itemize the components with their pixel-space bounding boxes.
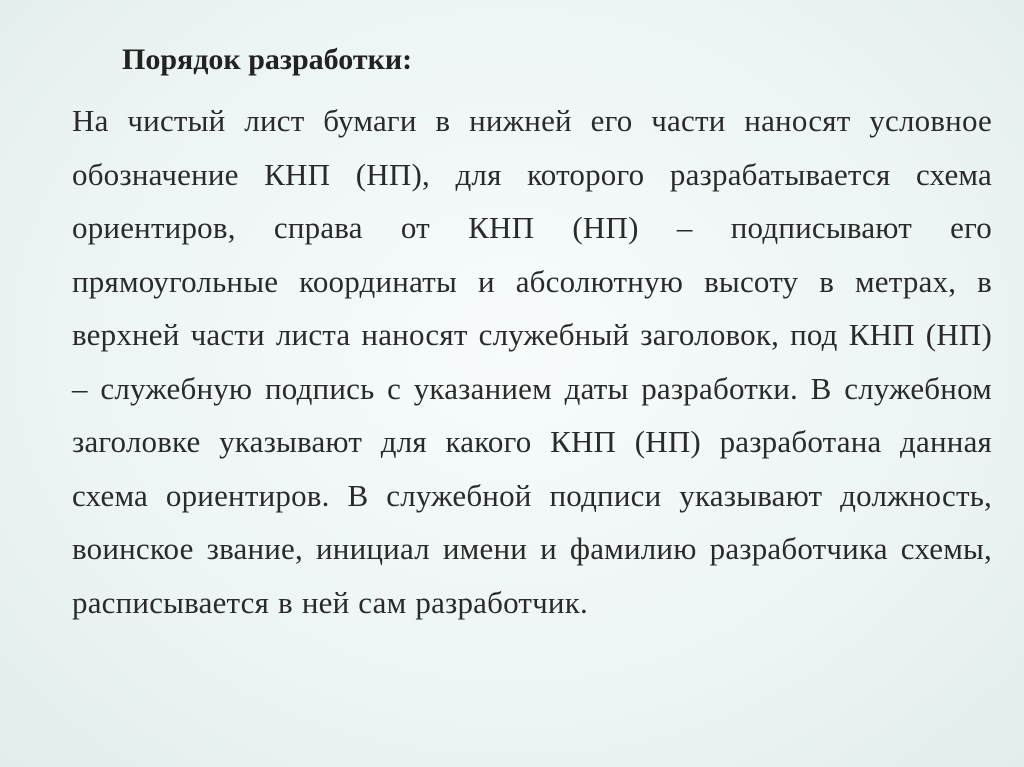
- slide-title: Порядок разработки:: [122, 43, 413, 76]
- slide-body-text: На чистый лист бумаги в нижней его части наносят условное обозначение КНП (НП), для которого разрабатывается схема ориентиров, справа от КНП (НП) – подписывают его прямоугольные координаты и абсолютную высоту в метрах, в верхней части листа наносят служебный заголовок, под КНП (НП) – служебную подпись с указанием даты разработки. В служебном заголовке указывают для какого КНП (НП) разработана данная схема ориентиров. В служебной подписи указывают должность, воинское звание, инициал имени и фамилию разработчика схемы, расписывается в ней сам разработчик.: [72, 103, 992, 620]
